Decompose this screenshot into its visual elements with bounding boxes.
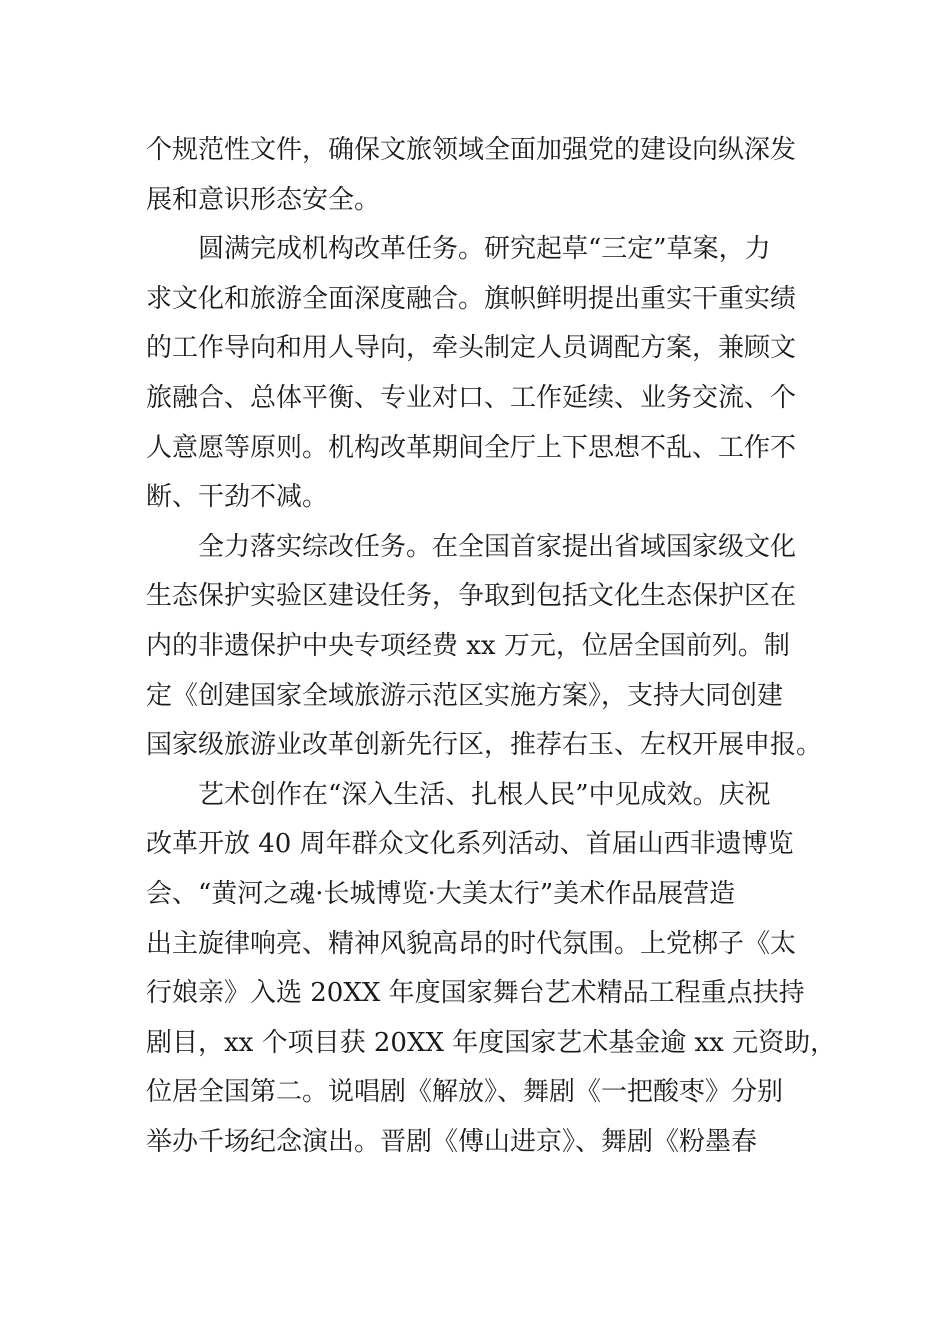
text-line: 旅融合、总体平衡、专业对口、工作延续、业务交流、个	[146, 382, 797, 413]
text-line: 个规范性文件，确保文旅领域全面加强党的建设向纵深发	[146, 135, 797, 165]
text-line: 行娘亲》入选 20XX 年度国家舞台艺术精品工程重点扶持	[146, 978, 805, 1009]
text-line: 定《创建国家全域旅游示范区实施方案》，支持大同创建	[146, 680, 784, 711]
text-line: 展和意识形态安全。	[146, 184, 381, 215]
text-line: 举办千场纪念演出。晋剧《傅山进京》、舞剧《粉墨春	[146, 1126, 758, 1157]
paragraph-start-line: 全力落实综改任务。在全国首家提出省域国家级文化	[198, 531, 797, 562]
text-line: 断、干劲不减。	[146, 482, 329, 513]
text-line: 的工作导向和用人导向，牵头制定人员调配方案，兼顾文	[146, 333, 797, 364]
paragraph-start-line: 艺术创作在“深入生活、扎根人民”中见成效。庆祝	[198, 779, 771, 810]
text-line: 内的非遗保护中央专项经费 xx 万元，位居全国前列。制	[146, 630, 790, 661]
body-text	[146, 126, 837, 1167]
text-line: 求文化和旅游全面深度融合。旗帜鲜明提出重实干重实绩	[146, 283, 797, 314]
text-line: 改革开放 40 周年群众文化系列活动、首届山西非遗博览	[146, 829, 794, 860]
text-line: 生态保护实验区建设任务，争取到包括文化生态保护区在	[146, 581, 797, 612]
text-line: 出主旋律响亮、精神风貌高昂的时代氛围。上党梆子《太	[146, 928, 797, 959]
text-line: 剧目，xx 个项目获 20XX 年度国家艺术基金逾 xx 元资助，	[146, 1027, 837, 1058]
text-line: 人意愿等原则。机构改革期间全厅上下思想不乱、工作不	[146, 432, 797, 463]
text-line: 位居全国第二。说唱剧《解放》、舞剧《一把酸枣》分别	[146, 1077, 784, 1108]
text-line: 国家级旅游业改革创新先行区，推荐右玉、左权开展申报。	[146, 730, 823, 761]
text-line: 会、“黄河之魂·长城博览·大美太行”美术作品展营造	[146, 878, 736, 909]
paragraph-start-line: 圆满完成机构改革任务。研究起草“三定”草案，力	[198, 234, 771, 265]
